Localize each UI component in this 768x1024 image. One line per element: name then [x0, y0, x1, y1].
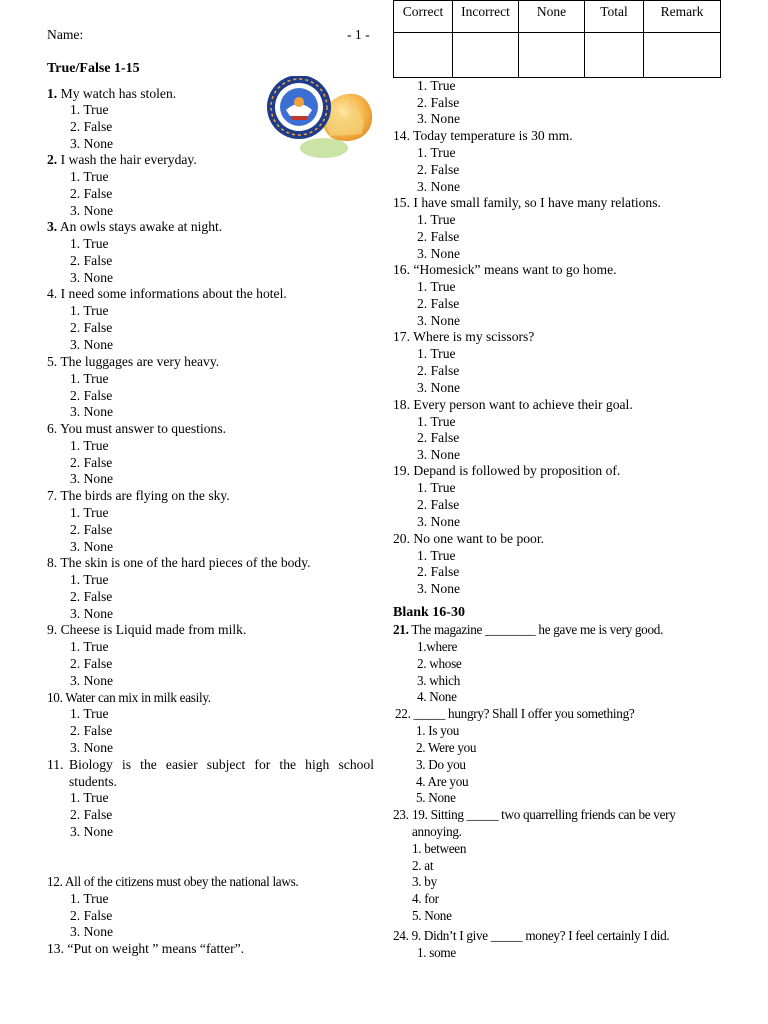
q17-option-true: 1. True — [417, 346, 456, 361]
q21-option-4: 4. None — [417, 689, 457, 704]
q22-option-1: 1. Is you — [416, 723, 460, 738]
question-23: 23. 19. Sitting _____ two quarrelling friends can be very annoying. — [393, 807, 676, 839]
q13-option-none: 3. None — [417, 111, 461, 126]
q16-option-none: 3. None — [417, 313, 461, 328]
q21-option-3: 3. which — [417, 673, 461, 688]
page-number: - 1 - — [347, 27, 370, 42]
q19-option-true: 1. True — [417, 480, 456, 495]
q19-option-false: 2. False — [417, 497, 460, 512]
q6-option-none: 3. None — [70, 471, 114, 486]
q20-option-false: 2. False — [417, 564, 460, 579]
question-1: 1. My watch has stolen. — [47, 86, 177, 101]
score-cell-remark[interactable] — [644, 33, 721, 78]
q21-option-1: 1.where — [417, 639, 458, 654]
q4-option-false: 2. False — [70, 320, 113, 335]
q8-option-false: 2. False — [70, 589, 113, 604]
score-cell-incorrect[interactable] — [453, 33, 519, 78]
question-24: 24. 9. Didn’t I give _____ money? I feel certainly I did. — [393, 928, 670, 943]
question-5: 5. The luggages are very heavy. — [47, 354, 220, 369]
q1-option-false: 2. False — [70, 119, 113, 134]
q24-option-1: 1. some — [417, 945, 456, 960]
question-16: 16. “Homesick” means want to go home. — [393, 262, 617, 277]
score-header-none: None — [519, 1, 585, 33]
q11-option-true: 1. True — [70, 790, 109, 805]
q4-option-none: 3. None — [70, 337, 114, 352]
score-header-incorrect: Incorrect — [453, 1, 519, 33]
q19-option-none: 3. None — [417, 514, 461, 529]
q22-option-4: 4. Are you — [416, 774, 469, 789]
q10-option-true: 1. True — [70, 706, 109, 721]
q3-option-false: 2. False — [70, 253, 113, 268]
q10-option-none: 3. None — [70, 740, 114, 755]
q12-option-true: 1. True — [70, 891, 109, 906]
q2-option-true: 1. True — [70, 169, 109, 184]
q14-option-true: 1. True — [417, 145, 456, 160]
q9-option-true: 1. True — [70, 639, 109, 654]
q3-option-true: 1. True — [70, 236, 109, 251]
question-13: 13. “Put on weight ” means “fatter”. — [47, 941, 245, 956]
q4-option-true: 1. True — [70, 303, 109, 318]
q2-option-none: 3. None — [70, 203, 114, 218]
q1-option-true: 1. True — [70, 102, 109, 117]
q23-option-3: 3. by — [412, 874, 437, 889]
q18-option-none: 3. None — [417, 447, 461, 462]
question-11: 11. Biology is the easier subject for the high school students. — [47, 757, 374, 789]
question-10: 10. Water can mix in milk easily. — [47, 690, 211, 705]
q23-option-5: 5. None — [412, 908, 452, 923]
q16-option-true: 1. True — [417, 279, 456, 294]
q7-option-false: 2. False — [70, 522, 113, 537]
q22-option-2: 2. Were you — [416, 740, 477, 755]
q9-option-false: 2. False — [70, 656, 113, 671]
score-cell-none[interactable] — [519, 33, 585, 78]
q8-option-true: 1. True — [70, 572, 109, 587]
q20-option-none: 3. None — [417, 581, 461, 596]
school-emblem-logo — [264, 76, 376, 162]
section-title-true-false: True/False 1-15 — [47, 61, 140, 76]
q9-option-none: 3. None — [70, 673, 114, 688]
q7-option-true: 1. True — [70, 505, 109, 520]
score-cell-total[interactable] — [585, 33, 644, 78]
question-7: 7. The birds are flying on the sky. — [47, 488, 230, 503]
q22-option-5: 5. None — [416, 790, 456, 805]
q11-option-false: 2. False — [70, 807, 113, 822]
q5-option-none: 3. None — [70, 404, 114, 419]
question-14: 14. Today temperature is 30 mm. — [393, 128, 573, 143]
question-8: 8. The skin is one of the hard pieces of the body. — [47, 555, 311, 570]
q11-option-none: 3. None — [70, 824, 114, 839]
q23-option-4: 4. for — [412, 891, 439, 906]
question-9: 9. Cheese is Liquid made from milk. — [47, 622, 247, 637]
q17-option-none: 3. None — [417, 380, 461, 395]
q10-option-false: 2. False — [70, 723, 113, 738]
question-12: 12. All of the citizens must obey the national laws. — [47, 874, 299, 889]
q18-option-false: 2. False — [417, 430, 460, 445]
q14-option-false: 2. False — [417, 162, 460, 177]
q14-option-none: 3. None — [417, 179, 461, 194]
question-19: 19. Depand is followed by proposition of. — [393, 463, 621, 478]
section-title-blank: Blank 16-30 — [393, 605, 465, 620]
q22-option-3: 3. Do you — [416, 757, 466, 772]
score-table — [393, 0, 721, 78]
q12-option-false: 2. False — [70, 908, 113, 923]
q18-option-true: 1. True — [417, 414, 456, 429]
question-2: 2. I wash the hair everyday. — [47, 152, 197, 167]
question-6: 6. You must answer to questions. — [47, 421, 227, 436]
q15-option-none: 3. None — [417, 246, 461, 261]
question-4: 4. I need some informations about the hotel. — [47, 286, 287, 301]
q20-option-true: 1. True — [417, 548, 456, 563]
q21-option-2: 2. whose — [417, 656, 462, 671]
question-20: 20. No one want to be poor. — [393, 531, 545, 546]
q23-option-2: 2. at — [412, 858, 434, 873]
q12-option-none: 3. None — [70, 924, 114, 939]
score-header-total: Total — [585, 1, 644, 33]
question-15: 15. I have small family, so I have many relations. — [393, 195, 661, 210]
q15-option-true: 1. True — [417, 212, 456, 227]
name-label: Name: — [47, 27, 84, 42]
score-header-correct: Correct — [394, 1, 453, 33]
score-header-remark: Remark — [644, 1, 721, 33]
q5-option-true: 1. True — [70, 371, 109, 386]
q5-option-false: 2. False — [70, 388, 113, 403]
q17-option-false: 2. False — [417, 363, 460, 378]
q16-option-false: 2. False — [417, 296, 460, 311]
question-17: 17. Where is my scissors? — [393, 329, 535, 344]
question-21: 21. The magazine ________ he gave me is very good. — [393, 622, 664, 637]
q7-option-none: 3. None — [70, 539, 114, 554]
question-18: 18. Every person want to achieve their goal. — [393, 397, 633, 412]
q1-option-none: 3. None — [70, 136, 114, 151]
q6-option-false: 2. False — [70, 455, 113, 470]
q13-option-false: 2. False — [417, 95, 460, 110]
q13-option-true: 1. True — [417, 78, 456, 93]
score-cell-correct[interactable] — [394, 33, 453, 78]
q3-option-none: 3. None — [70, 270, 114, 285]
q2-option-false: 2. False — [70, 186, 113, 201]
q8-option-none: 3. None — [70, 606, 114, 621]
q23-option-1: 1. between — [412, 841, 467, 856]
q6-option-true: 1. True — [70, 438, 109, 453]
q15-option-false: 2. False — [417, 229, 460, 244]
question-3: 3. An owls stays awake at night. — [47, 219, 223, 234]
question-22: 22. _____ hungry? Shall I offer you something? — [395, 706, 635, 721]
